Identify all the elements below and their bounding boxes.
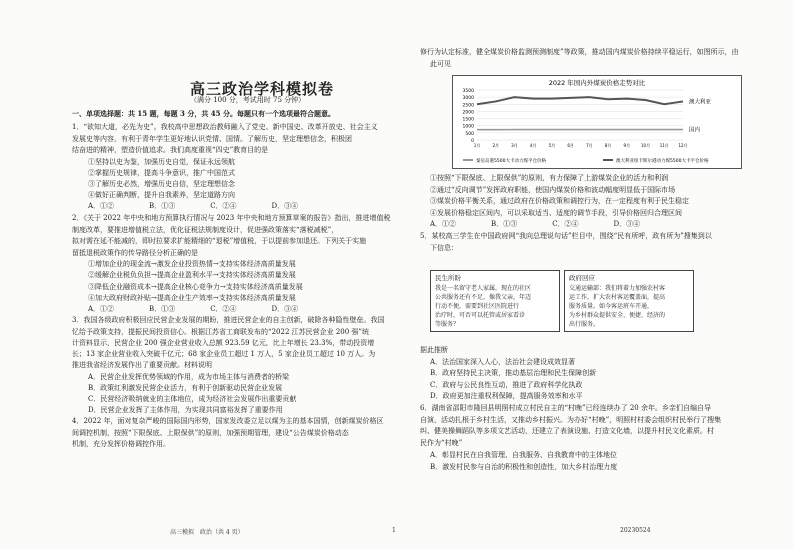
- box-text-line: 公共服务还有不足，像我父亲，年迈: [435, 294, 532, 301]
- right-text-line: 下信息：: [430, 244, 458, 252]
- x-tick-label: 9月: [623, 143, 631, 148]
- left-text-line: 留抵退税政策作的传导路径分析正确的是: [72, 249, 198, 257]
- right-text-line: 据此推断: [420, 346, 448, 354]
- left-text-line: 1．“欲知大道，必先为史”。我校高中思想政治教师融入了党史、新中国史、改革开放史、社会主义: [72, 123, 378, 131]
- left-text-line: 发展史等内容，有利于青年学生更好地认识党情、国情。了解历史，坚定理想信念，积极团: [72, 135, 352, 143]
- section-heading: 一、单项选择题：共 15 题，每题 3 分，共 45 分。每题只有一个选项最符合题意。: [72, 109, 335, 118]
- box-text-line: 交通运输部：我们将着力加强农村客: [569, 285, 666, 292]
- score-info: （满分 100 分，考试用时 75 分钟）: [190, 96, 306, 104]
- right-text-line: C．政府与公民良性互动，推进了政府科学化执政: [430, 381, 583, 389]
- y-tick-label: 0: [471, 139, 474, 144]
- x-tick-label: 11月: [659, 143, 669, 148]
- left-text-line: 制度改革，要推进增值税立法，优化征税法规制度设计，促进强政策落实“落税减税”，: [72, 226, 339, 234]
- y-tick-label: 3000: [462, 96, 474, 102]
- footer-right: 20230524: [620, 527, 651, 534]
- box-text-line: 治疗时，可否可以托管或居家看诊: [435, 312, 526, 319]
- y-tick-label: 500: [465, 131, 474, 137]
- box-text-line: 服务质量。如今客运班车开通，: [569, 303, 654, 310]
- box-text-line: 出行服务。: [569, 321, 600, 328]
- box-text-line: 等服务？: [435, 321, 460, 328]
- left-text-line: 拟对需在延不能减的，即时拉要求扩能精细的“退税”增值税，于以提前参加退还。下列关于实施: [72, 237, 367, 245]
- series-line: [477, 97, 683, 104]
- x-tick-label: 3月: [511, 143, 518, 148]
- right-text-line: ②通过“反向调节”发挥政府职能，使国内煤炭价格和波动幅度明显低于国际市场: [430, 186, 676, 194]
- left-text-line: B．政策红利激发民营企业活力，有利于创新驱动民营企业发展: [88, 384, 283, 392]
- price-chart-svg: [453, 76, 741, 168]
- right-text-line: B．激发村民参与自治的积极性和创造性，加大乡村治理力度: [430, 463, 618, 471]
- price-chart: [452, 75, 742, 169]
- right-text-line: 5．某校高三学生在中国政府网“我向总理说句话”栏目中，围绕“民有所呼，政有所为”搜集到以: [420, 232, 712, 240]
- left-text-line: ②掌握历史规律，提高斗争意识，推广中国范式: [88, 169, 235, 177]
- y-tick-label: 2000: [462, 110, 474, 116]
- left-text-line: C．民营经济吸纳就业的主体地位，成为经济社会发展作出重要贡献: [88, 395, 297, 403]
- y-tick-label: 2500: [462, 103, 474, 109]
- x-tick-label: 2月: [492, 143, 500, 148]
- right-text-line: 修行为认定标准，健全煤炭价格监测预测制度”等政策，推动国内煤炭价格持续平稳运行，如图所示，由: [420, 48, 739, 56]
- y-tick-label: 1000: [462, 124, 474, 130]
- box-text-line: 运工作，扩大农村客运覆盖面，提高: [569, 294, 666, 301]
- right-text-line: 纠、健美操舞蹈队等多项文艺活动，还建立了表演设施、打造文化墙，以提升村民文化素质。村: [420, 427, 714, 435]
- chart-title: 2022 年国内外煤炭价格走势对比: [548, 79, 646, 87]
- government-reply-box: [564, 270, 694, 332]
- legend-label: 澳大利亚纽卡斯尔港动力煤5500大卡平仓价格: [616, 159, 709, 164]
- series-label: 国内: [689, 127, 701, 134]
- x-tick-label: 4月: [529, 143, 537, 148]
- left-text-line: 忆给予政策支持，提振民间投资信心。根据江苏省工商联发布的“2022 江苏民营企业 200 强”统: [72, 328, 370, 336]
- x-tick-label: 7月: [586, 143, 593, 148]
- left-text-line: ②缓解企业税负负担→提高企业盈利水平→支持实体经济高质量发展: [88, 271, 296, 279]
- box-left-title: 民生所盼: [435, 274, 461, 282]
- page-title: 高三政治学科模拟卷: [190, 80, 335, 98]
- box-right-title: 政府回应: [569, 274, 595, 282]
- left-text-line: A．①② B．①③ C．②④ D．③④: [88, 305, 299, 313]
- left-text-line: ①增加企业的现金流→激发企业投资热情→支持实体经济高质量发展: [88, 260, 296, 268]
- left-text-line: D．民营企业发挥了主体作用，为实现共同富裕发挥了重要作用: [88, 406, 283, 414]
- x-tick-label: 12月: [678, 143, 688, 148]
- left-text-line: ④加大政府财政补贴→提高企业生产效率→支持实体经济高质量发展: [88, 294, 296, 302]
- right-text-line: A．①② B．①③ C．②④ D．③④: [430, 220, 641, 228]
- x-tick-label: 10月: [640, 143, 651, 148]
- left-text-line: 间调控机制，按照“下限保底、上限保供”的原则，加强预期管理，建设“公告煤炭价格动态: [72, 429, 349, 437]
- right-text-line: D．政府更加注重权利保障，提高服务效率和水平: [430, 392, 583, 400]
- series-label: 澳大利亚: [689, 99, 712, 106]
- y-tick-label: 3500: [462, 89, 474, 94]
- right-text-line: ①按照“下限保底、上限保供”的原则，有力保障了上游煤炭企业的活力和利润: [430, 174, 669, 182]
- y-tick-label: 1500: [462, 117, 474, 123]
- footer-page: 1: [392, 527, 396, 534]
- right-text-line: A．法治国家深入人心，法治社会建设成效显著: [430, 358, 576, 366]
- right-text-line: A．彰显村民在自我管理、自我服务、自我教育中的主体地位: [430, 451, 618, 459]
- left-text-line: 4．2022 年，面对复杂严峻的国际国内形势，国家发改委立足以煤为主的基本国情，创新煤炭价格区: [72, 417, 384, 425]
- right-text-line: B．政府坚持民主决策，推动基层治理和民生保障创新: [430, 369, 597, 377]
- x-tick-label: 6月: [567, 143, 574, 148]
- left-text-line: 2．《关于 2022 年中央和地方预算执行情况与 2023 年中央和地方预算草案的报告》指出，推进增值税: [72, 214, 391, 222]
- right-text-line: 自演，活动扎根于乡村生活，又推动乡村振兴。为办好“村晚”，明照村村委会组织村民举行了搜集: [420, 416, 722, 424]
- left-text-line: ③了解历史必然，增强历史自信，坚定理想信念: [88, 180, 235, 188]
- left-text-line: 长；13 家企业营业收入突破千亿元；68 家企业员工超过 1 万人，5 家企业员工超过 10 万人。为: [72, 350, 376, 358]
- left-text-line: ①坚持以史为鉴，加强历史自觉，保证永远领航: [88, 158, 235, 166]
- left-text-line: 结奋进的精神，塑造价值追求。我们高度重视“四史”教育目的是: [72, 146, 269, 154]
- right-text-line: 民作为“村晚”: [420, 439, 463, 447]
- right-text-line: ③煤炭价格平衡关系，通过政府在价格政策和调控行为，在一定程度有利于民生稳定: [430, 197, 689, 205]
- x-tick-label: 1月: [473, 143, 481, 148]
- left-text-line: A．民营企业发挥优势领域的作用，成为市场主体与消费者的桥梁: [88, 373, 290, 381]
- left-text-line: A．①② B．①③ C．②④ D．③④: [88, 202, 299, 210]
- footer-left: 高三模拟 政治（共 4 页）: [170, 529, 244, 536]
- left-text-line: 机制，充分发挥价格调控作用。: [72, 440, 170, 448]
- left-text-line: 3．我国各级政府积极回应民营企业发展的期盼，推进民营企业的自主创新，破除各种隐性壁垒。我国: [72, 316, 385, 324]
- right-text-line: 6．湖南省邵阳市隆回县明照村成立村民自主的“村晚”已经连续办了 20 余年。乡亲们自编自导: [420, 404, 711, 412]
- left-text-line: 计资料显示，民营企业 200 强企业营业收入总额 923.59 亿元，比上年增长 23.3%，带动投资增: [72, 339, 375, 347]
- citizen-message-box: [430, 270, 560, 332]
- left-text-line: ③降低企业融资成本→提高企业核心竞争力→支持实体经济高质量发展: [88, 283, 303, 291]
- legend-label: 秦皇岛港5500大卡动力煤平仓价格: [476, 159, 546, 164]
- right-text-line: 此可见: [430, 60, 451, 68]
- x-tick-label: 5月: [548, 143, 556, 148]
- box-text-line: 行动不便，需要到社区医院进行: [435, 303, 520, 310]
- box-text-line: 我是一名留守老人家属，现在的社区: [435, 285, 532, 292]
- x-tick-label: 8月: [604, 143, 612, 148]
- left-text-line: 推进我省经济发展作出了重要贡献。材料说明: [72, 361, 212, 369]
- box-text-line: 为乡村群众提供安全、便捷、经济的: [569, 312, 666, 319]
- left-text-line: ④做好正确判断，提升自我素养，坚定道路方向: [88, 191, 235, 199]
- right-text-line: ④发展价格稳定区间内，可以采取适当、适度的调节手段，引导价格回归合理区间: [430, 209, 682, 217]
